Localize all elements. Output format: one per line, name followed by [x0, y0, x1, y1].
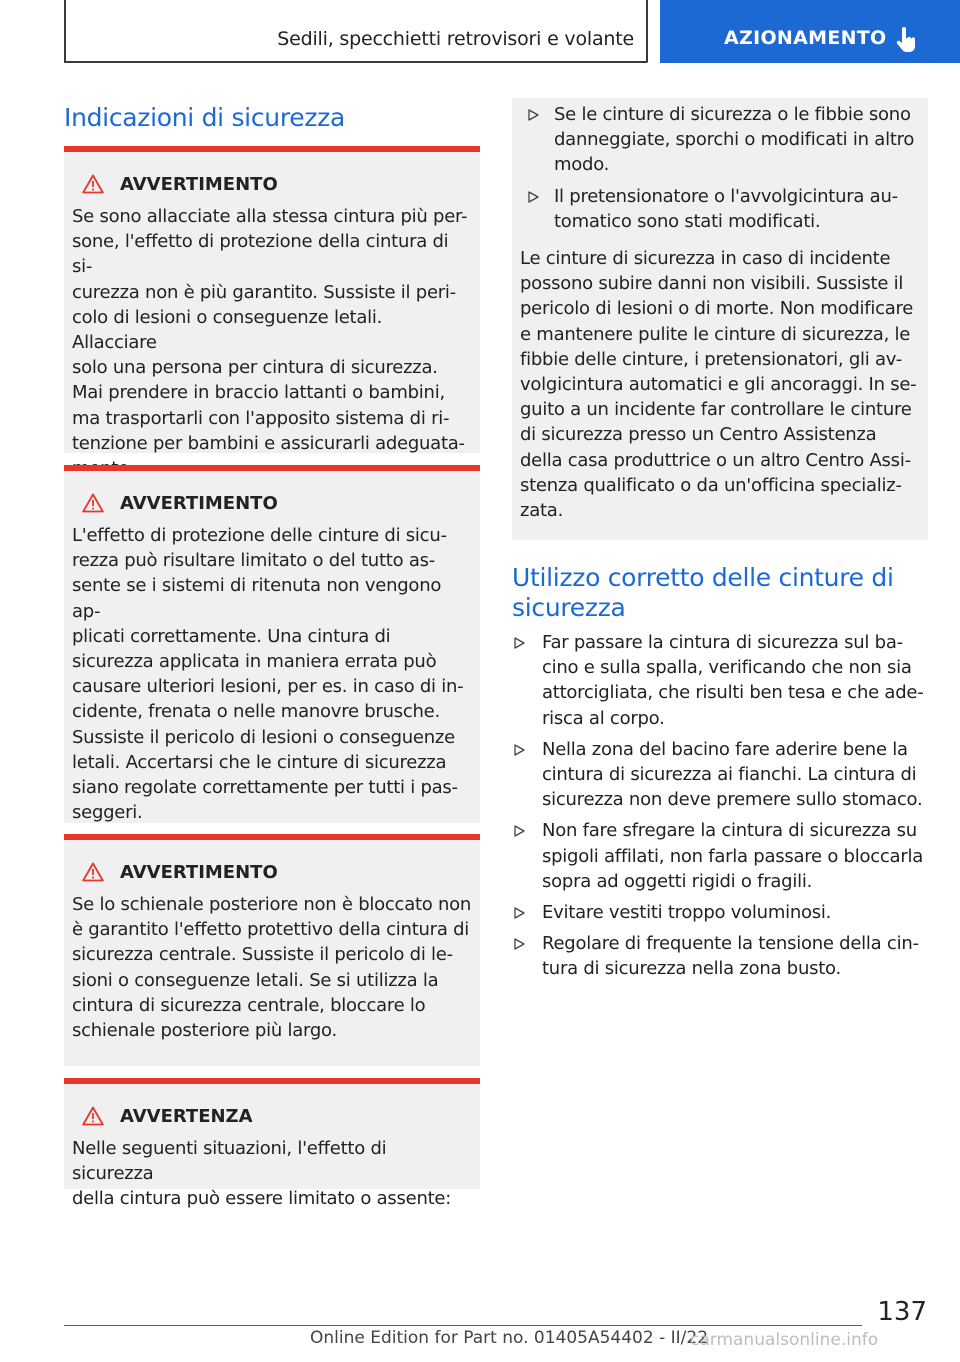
warning-text: [72, 1136, 472, 1212]
text-line: sicurezza centrale. Sussiste il pericolo di le-: [72, 944, 453, 966]
section-heading: [512, 563, 894, 623]
section-header: [64, 0, 648, 63]
warning-title-text: AVVERTIMENTO: [120, 492, 278, 514]
warning-title: [82, 172, 472, 196]
text-line: è garantito l'effetto protettivo della cintura di: [72, 919, 469, 941]
watermark: carmanualsonline.info: [690, 1330, 879, 1350]
text-line: Mai prendere in braccio lattanti o bambini,: [72, 382, 445, 404]
text-line: seggeri.: [72, 802, 143, 824]
list-item: [506, 900, 934, 925]
text-line: sone, l'effetto di protezione della cintura di si-: [72, 231, 449, 278]
text-line: stenza qualificato o da un'officina specializ-: [520, 474, 902, 496]
warning-title: [82, 491, 472, 515]
list-item: [520, 102, 920, 178]
warning-box: [64, 1078, 480, 1210]
page-number: 137: [877, 1297, 927, 1327]
text-line: Non fare sfregare la cintura di sicurezza su: [542, 820, 917, 842]
text-line: danneggiate, sporchi o modificati in altro: [554, 129, 915, 151]
text-line: curezza non è più garantito. Sussiste il peri-: [72, 281, 456, 303]
bullet-triangle-icon: [528, 191, 539, 203]
warning-triangle-icon: [82, 174, 104, 194]
text-line: Sussiste il pericolo di lesioni o conseguenze: [72, 726, 455, 748]
text-line: attorcigliata, che risulti ben tesa e che ade-: [542, 682, 924, 704]
text-line: Evitare vestiti troppo voluminosi.: [542, 902, 832, 924]
text-line: L'effetto di protezione delle cinture di sicu-: [72, 525, 447, 546]
bullet-triangle-icon: [514, 825, 525, 837]
text-line: Far passare la cintura di sicurezza sul ba-: [542, 632, 903, 653]
text-line: cintura di sicurezza ai fianchi. La cintura di: [542, 764, 917, 786]
list-item: [506, 931, 934, 981]
warning-text: [72, 892, 472, 1043]
list-item: [506, 737, 934, 813]
warning-box: [64, 834, 480, 1066]
warning-title-text: AVVERTIMENTO: [120, 173, 278, 195]
text-line: letali. Accertarsi che le cinture di sicurezza: [72, 751, 447, 773]
text-line: di sicurezza presso un Centro Assistenza: [520, 424, 877, 446]
text-line: cintura di sicurezza centrale, bloccare lo: [72, 994, 426, 1016]
warning-title-text: AVVERTENZA: [120, 1105, 253, 1127]
text-line: Se sono allacciate alla stessa cintura più per-: [72, 206, 468, 227]
text-line: ma trasportarli con l'apposito sistema di ri-: [72, 407, 450, 429]
text-line: e mantenere pulite le cinture di sicurezza, le: [520, 323, 911, 345]
warning-box-continued: [512, 98, 928, 540]
text-line: sopra ad oggetti rigidi o fragili.: [542, 870, 813, 892]
text-line: Il pretensionatore o l'avvolgicintura au-: [554, 185, 898, 207]
page-title: Indicazioni di sicurezza: [64, 103, 345, 132]
warning-triangle-icon: [82, 862, 104, 882]
bullet-triangle-icon: [528, 109, 539, 121]
text-line: rezza può risultare limitato o del tutto as-: [72, 550, 435, 572]
text-line: Nella zona del bacino fare aderire bene la: [542, 738, 908, 760]
text-line: siano regolate correttamente per tutti i pas-: [72, 777, 458, 799]
footer-edition: Online Edition for Part no. 01405A54402 - II/22: [310, 1328, 709, 1348]
bullet-triangle-icon: [514, 938, 525, 950]
text-line: pericolo di lesioni o di morte. Non modificare: [520, 298, 914, 320]
text-line: schienale posteriore più largo.: [72, 1020, 337, 1042]
text-line: fibbie delle cinture, i pretensionatori, gli av-: [520, 348, 902, 370]
text-line: Se le cinture di sicurezza o le fibbie sono: [554, 104, 911, 125]
section-title: Sedili, specchietti retrovisori e volante: [277, 28, 634, 50]
text-line: guito a un incidente far controllare le cinture: [520, 399, 912, 421]
bullet-triangle-icon: [514, 637, 525, 649]
text-line: risca al corpo.: [542, 707, 665, 729]
text-line: sicurezza non deve premere sullo stomaco.: [542, 789, 923, 811]
text-line: plicati correttamente. Una cintura di: [72, 625, 391, 647]
chapter-tab[interactable]: [660, 0, 960, 63]
bullet-triangle-icon: [514, 744, 525, 756]
text-line: causare ulteriori lesioni, per es. in caso di in-: [72, 676, 464, 698]
text-line: sioni o conseguenze letali. Se si utilizza la: [72, 969, 439, 991]
hand-pointer-icon: [893, 27, 919, 53]
text-line: spigoli affilati, non farla passare o bloccarla: [542, 845, 923, 867]
text-line: possono subire danni non visibili. Sussiste il: [520, 273, 904, 295]
text-line: zata.: [520, 500, 564, 522]
text-line: tomatico sono stati modificati.: [554, 210, 821, 232]
warning-text: [72, 204, 472, 481]
continued-paragraph: [520, 246, 920, 523]
text-line: tenzione per bambini e assicurarli adeguata-: [72, 432, 465, 454]
text-line: tura di sicurezza nella zona busto.: [542, 958, 841, 980]
text-line: modo.: [554, 154, 610, 176]
warning-triangle-icon: [82, 493, 104, 513]
text-line: cidente, frenata o nelle manovre brusche.: [72, 701, 440, 723]
text-line: Regolare di frequente la tensione della cin-: [542, 933, 919, 955]
warning-title: [82, 1104, 472, 1128]
text-line: colo di lesioni o conseguenze letali. Allacciare: [72, 306, 383, 354]
text-line: volgicintura automatici e gli ancoraggi. In se-: [520, 374, 917, 396]
footer-divider: [64, 1325, 862, 1326]
bullet-triangle-icon: [514, 907, 525, 919]
text-line: sente se i sistemi di ritenuta non vengono ap-: [72, 575, 442, 622]
chapter-title: AZIONAMENTO: [724, 27, 887, 49]
warning-box: [64, 465, 480, 823]
warning-title: [82, 860, 472, 884]
text-line: solo una persona per cintura di sicurezza.: [72, 357, 438, 379]
text-line: della cintura può essere limitato o assente:: [72, 1188, 452, 1210]
list-item: [506, 630, 934, 731]
text-line: della casa produttrice o un altro Centro Assi-: [520, 449, 911, 471]
list-item: [520, 184, 920, 234]
continued-bullet-list: [520, 102, 920, 234]
section-heading-line: Utilizzo corretto delle cinture di: [512, 563, 894, 592]
list-item: [506, 818, 934, 894]
warning-triangle-icon: [82, 1106, 104, 1126]
section-heading-line: sicurezza: [512, 593, 626, 622]
text-line: sicurezza applicata in maniera errata può: [72, 651, 437, 673]
text-line: cino e sulla spalla, verificando che non sia: [542, 657, 912, 679]
text-line: Nelle seguenti situazioni, l'effetto di sicurezza: [72, 1138, 387, 1185]
warning-box: [64, 146, 480, 453]
text-line: Se lo schienale posteriore non è bloccato non: [72, 894, 472, 915]
text-line: Le cinture di sicurezza in caso di incidente: [520, 248, 891, 270]
usage-bullet-list: [506, 630, 934, 988]
warning-title-text: AVVERTIMENTO: [120, 861, 278, 883]
warning-text: [72, 523, 472, 825]
